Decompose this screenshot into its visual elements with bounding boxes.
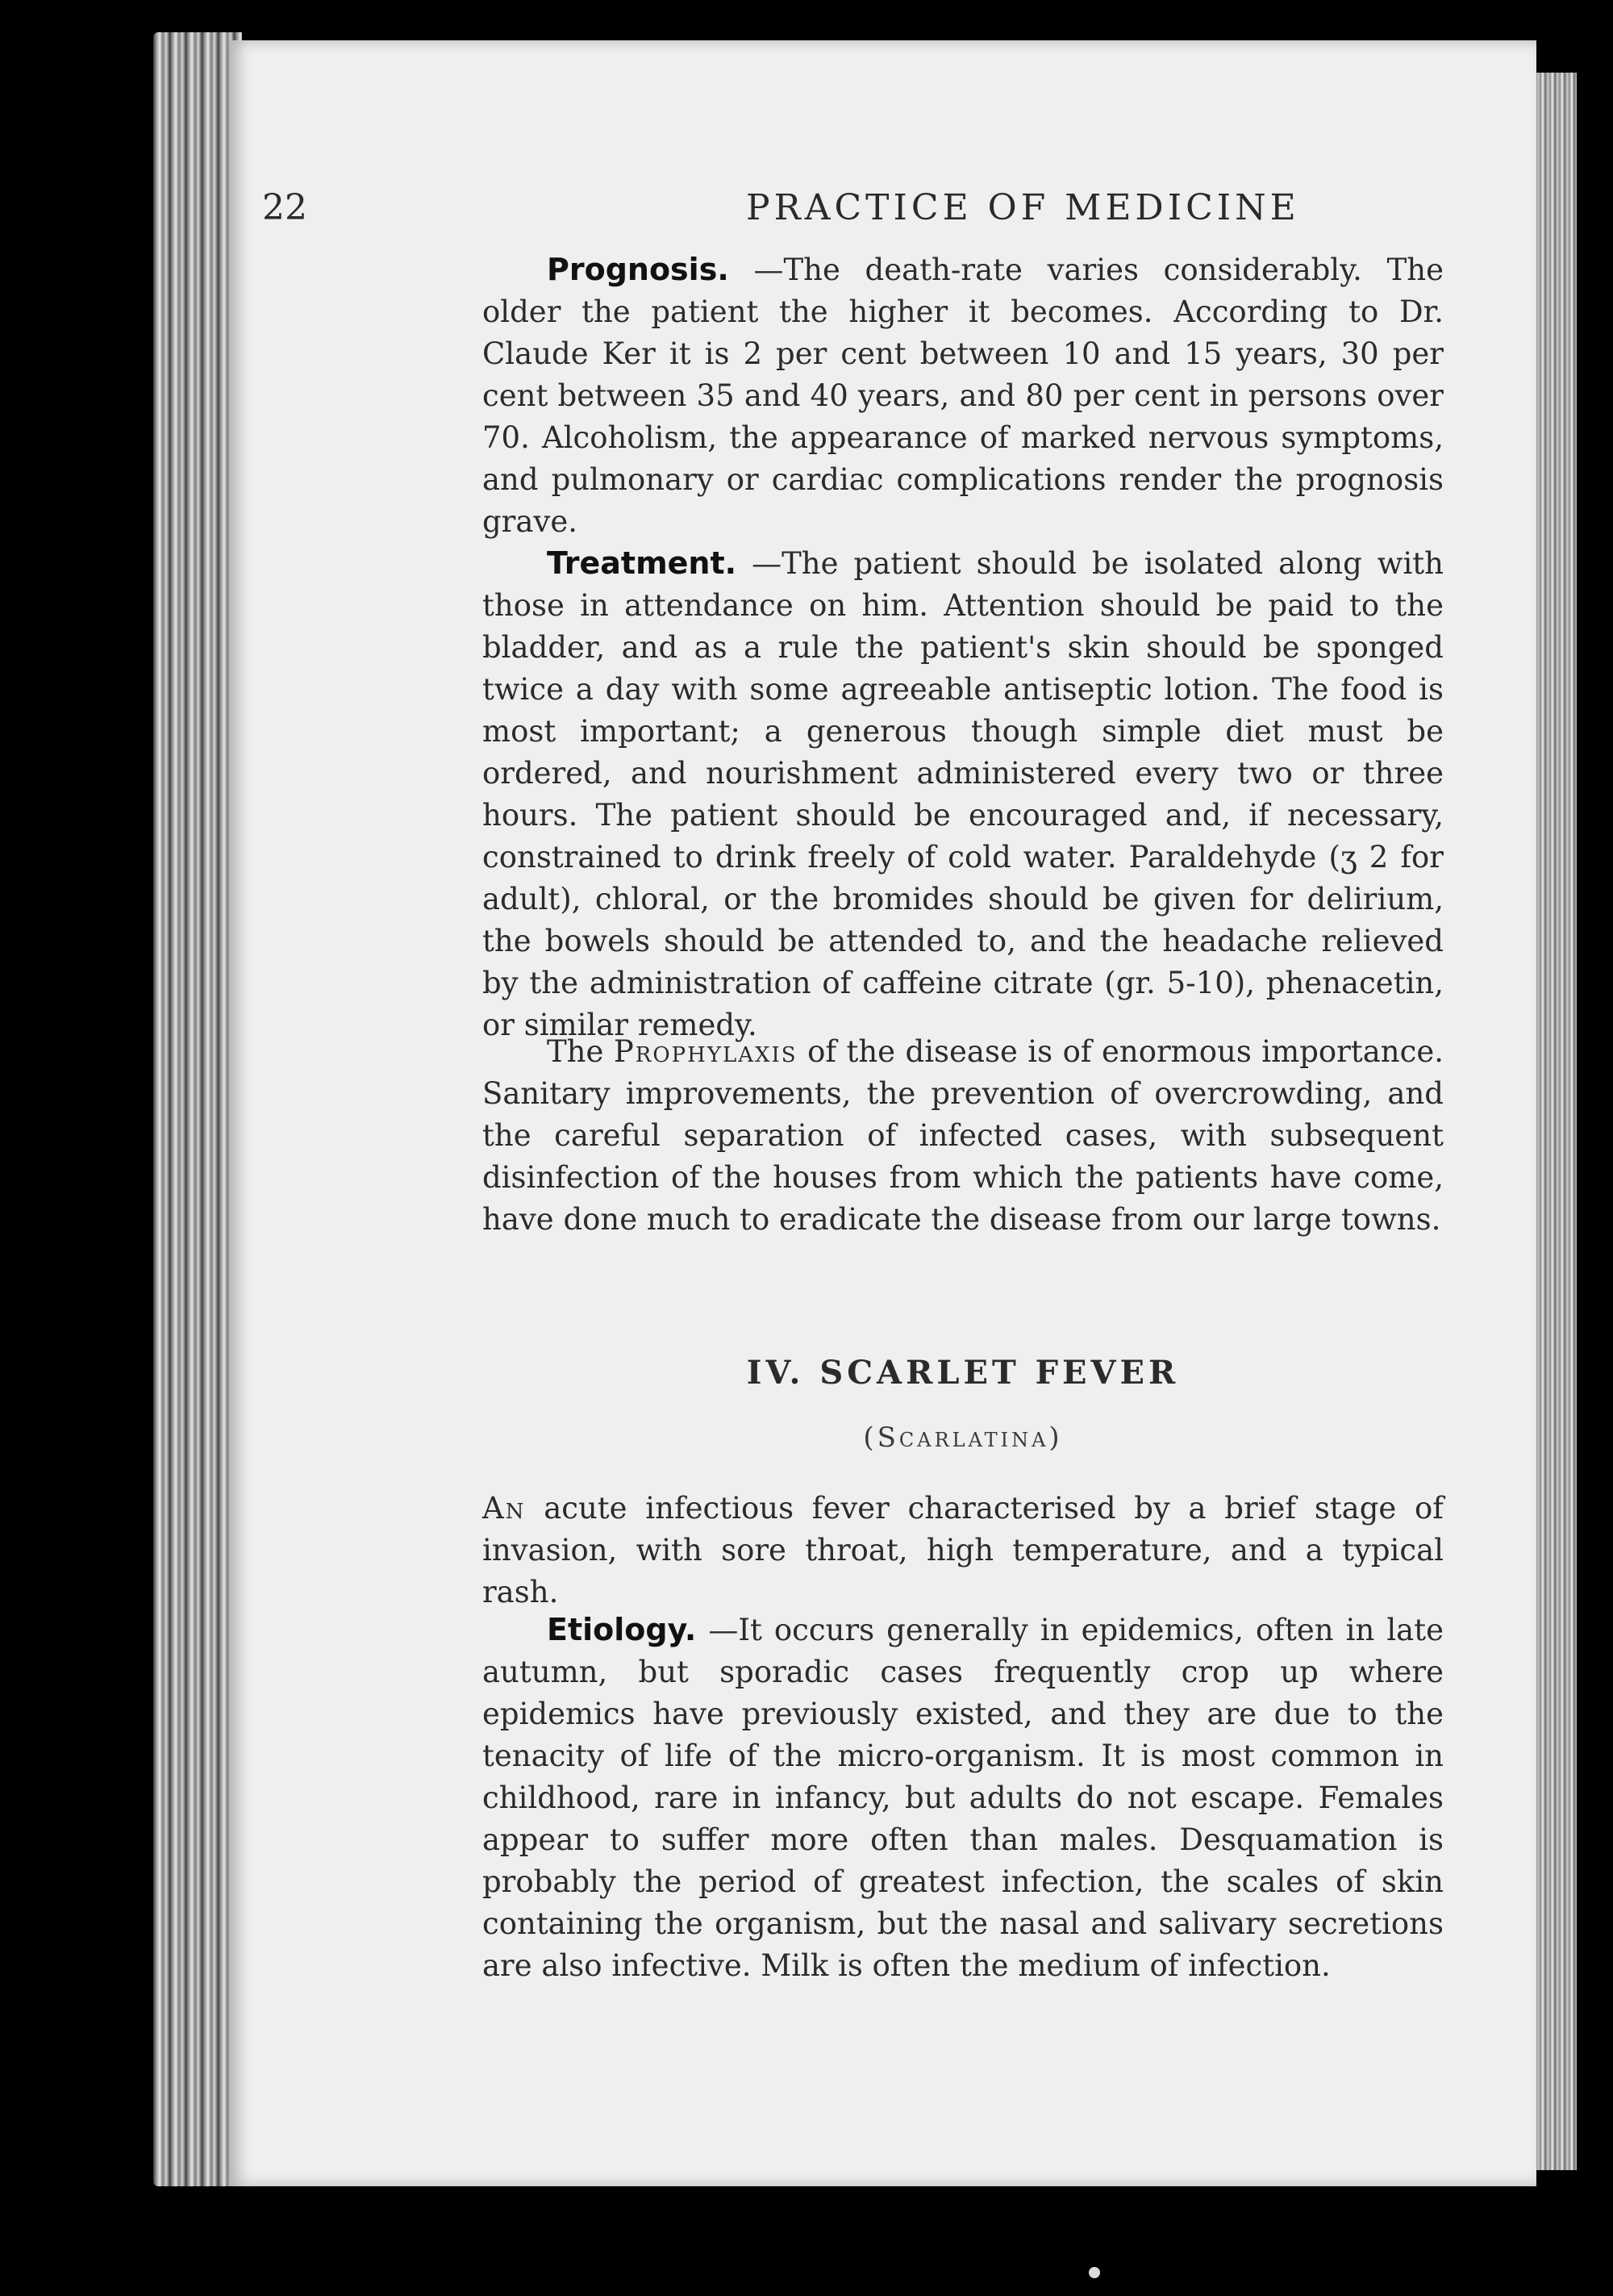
prophylaxis-term: Prophylaxis	[613, 1034, 798, 1069]
prophylaxis-lead: The	[547, 1034, 614, 1069]
page-number: 22	[262, 187, 307, 228]
treatment-text: —The patient should be isolated along with those in attendance on him. Attention should be paid to the bladder, and as a rule the patient's skin should be sponged twice a day with some agreeable antiseptic lotion. The food is most important; a generous though simple diet must be ordered, and nourishment administered every two or three hours. The patient should be encouraged and, if necessary, constrained to drink freely of cold water. Paraldehyde (ʒ 2 for adult), chloral, or the bromides should be given for delirium, the bowels should be attended to, and the headache relieved by the administration of caffeine citrate (gr. 5-10), phenacetin, or similar remedy.	[482, 546, 1444, 1042]
scan-artifact	[1089, 2267, 1100, 2278]
prognosis-text: —The death-rate varies considerably. The older the patient the higher it becomes. According to Dr. Claude Ker it is 2 per cent between 10 and 15 years, 30 per cent between 35 and 40 years, and 80 per cent in persons over 70. Alcoholism, the appearance of marked nervous symptoms, and pulmonary or cardiac complications render the prognosis grave.	[482, 253, 1444, 539]
etiology-paragraph	[482, 1609, 1444, 1987]
definition-text: acute infectious fever characterised by a brief stage of invasion, with sore throat, high temperature, and a typical rash.	[482, 1491, 1444, 1609]
treatment-heading: Treatment.	[547, 545, 737, 581]
etiology-text: —It occurs generally in epidemics, often in late autumn, but sporadic cases frequently crop up where epidemics have previously existed, and they are due to the tenacity of life of the micro-organism. It is most common in childhood, rare in infancy, but adults do not escape. Females appear to suffer more often than males. Desquamation is probably the period of greatest infection, the scales of skin containing the organism, but the nasal and salivary secretions are also infective. Milk is often the medium of infection.	[482, 1613, 1444, 1983]
etiology-heading: Etiology.	[547, 1612, 697, 1647]
section-subtitle: (Scarlatina)	[863, 1421, 1063, 1454]
prognosis-paragraph	[482, 248, 1444, 543]
prognosis-heading: Prognosis.	[547, 252, 729, 287]
prophylaxis-text: of the disease is of enormous importance. Sanitary improvements, the prevention of overcrowding, and the careful separation of infected cases, with subsequent disinfection of the houses from which the patients have come, have done much to eradicate the disease from our large towns.	[482, 1034, 1444, 1237]
definition-lead: An	[482, 1491, 526, 1526]
definition-paragraph	[482, 1488, 1444, 1613]
book-gutter-edge	[153, 32, 242, 2186]
section-title: IV. SCARLET FEVER	[746, 1354, 1180, 1392]
treatment-paragraph	[482, 542, 1444, 1046]
prophylaxis-paragraph	[482, 1031, 1444, 1241]
running-title: PRACTICE OF MEDICINE	[746, 187, 1300, 228]
